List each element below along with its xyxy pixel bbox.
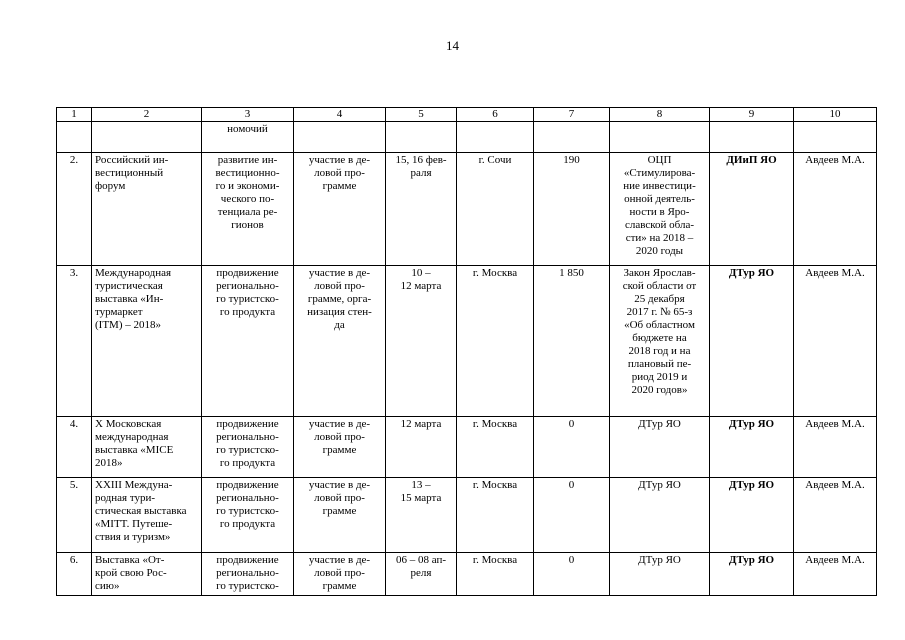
cell-goal: номочий (202, 122, 294, 153)
events-table (56, 107, 877, 596)
cell-funding-source: Закон Ярослав- ской области от 25 декабря 2017 г. № 65-з «Об областном бюджете на 2018 год и на плановый пе- риод 2019 и 2020 годов» (610, 266, 710, 417)
cell-responsible (794, 122, 877, 153)
cell-event-name: Российский ин- вестиционный форум (92, 153, 202, 266)
cell-responsible: Авдеев М.А. (794, 266, 877, 417)
cell-number: 2. (57, 153, 92, 266)
column-header: 1 (57, 108, 92, 122)
cell-funding-source (610, 122, 710, 153)
cell-event-name: XXIII Междуна- родная тури- стическая выставка «МITT. Путеше- ствия и туризм» (92, 478, 202, 553)
cell-place: г. Москва (457, 478, 534, 553)
cell-goal: продвижение регионально- го туристско- го продукта (202, 417, 294, 478)
cell-event-name: X Московская международная выставка «MICE 2018» (92, 417, 202, 478)
cell-place: г. Москва (457, 553, 534, 596)
cell-executor: ДТур ЯО (710, 417, 794, 478)
cell-executor: ДТур ЯО (710, 478, 794, 553)
cell-executor: ДТур ЯО (710, 553, 794, 596)
cell-participation-form (294, 122, 386, 153)
column-header: 10 (794, 108, 877, 122)
cell-number: 4. (57, 417, 92, 478)
cell-date (386, 122, 457, 153)
cell-goal: развитие ин- вестиционно- го и экономи- ческого по- тенциала ре- гионов (202, 153, 294, 266)
cell-funding-source: ДТур ЯО (610, 478, 710, 553)
column-header: 6 (457, 108, 534, 122)
cell-cost (534, 122, 610, 153)
cell-date: 06 – 08 ап- реля (386, 553, 457, 596)
column-header: 7 (534, 108, 610, 122)
cell-event-name: Выставка «От- крой свою Рос- сию» (92, 553, 202, 596)
cell-date: 13 – 15 марта (386, 478, 457, 553)
cell-number: 3. (57, 266, 92, 417)
cell-event-name: Международная туристическая выставка «Ин- турмаркет (ITM) – 2018» (92, 266, 202, 417)
cell-number: 6. (57, 553, 92, 596)
cell-number: 5. (57, 478, 92, 553)
table-row (57, 122, 877, 153)
cell-participation-form: участие в де- ловой про- грамме, орга- низация стен- да (294, 266, 386, 417)
cell-funding-source: ДТур ЯО (610, 417, 710, 478)
cell-executor: ДИиП ЯО (710, 153, 794, 266)
cell-place: г. Сочи (457, 153, 534, 266)
column-header: 4 (294, 108, 386, 122)
column-header: 3 (202, 108, 294, 122)
cell-responsible: Авдеев М.А. (794, 153, 877, 266)
cell-funding-source: ДТур ЯО (610, 553, 710, 596)
cell-event-name (92, 122, 202, 153)
cell-funding-source: ОЦП «Стимулирова- ние инвестици- онной деятель- ности в Яро- славской обла- сти» на 2018 – 2020 годы (610, 153, 710, 266)
cell-place: г. Москва (457, 266, 534, 417)
page-number: 14 (446, 38, 459, 53)
cell-date: 12 марта (386, 417, 457, 478)
table-row (57, 553, 877, 596)
column-header: 9 (710, 108, 794, 122)
cell-date: 15, 16 фев- раля (386, 153, 457, 266)
table-row (57, 153, 877, 266)
table-row (57, 478, 877, 553)
cell-goal: продвижение регионально- го туристско- (202, 553, 294, 596)
cell-goal: продвижение регионально- го туристско- го продукта (202, 266, 294, 417)
cell-participation-form: участие в де- ловой про- грамме (294, 553, 386, 596)
cell-executor (710, 122, 794, 153)
cell-participation-form: участие в де- ловой про- грамме (294, 153, 386, 266)
column-header: 5 (386, 108, 457, 122)
column-header: 8 (610, 108, 710, 122)
cell-cost: 1 850 (534, 266, 610, 417)
column-header: 2 (92, 108, 202, 122)
table-header-row (57, 108, 877, 122)
cell-cost: 0 (534, 553, 610, 596)
cell-executor: ДТур ЯО (710, 266, 794, 417)
cell-date: 10 – 12 марта (386, 266, 457, 417)
cell-cost: 190 (534, 153, 610, 266)
cell-place: г. Москва (457, 417, 534, 478)
cell-place (457, 122, 534, 153)
cell-responsible: Авдеев М.А. (794, 417, 877, 478)
table-row (57, 417, 877, 478)
cell-responsible: Авдеев М.А. (794, 553, 877, 596)
cell-participation-form: участие в де- ловой про- грамме (294, 478, 386, 553)
cell-responsible: Авдеев М.А. (794, 478, 877, 553)
cell-participation-form: участие в де- ловой про- грамме (294, 417, 386, 478)
cell-number (57, 122, 92, 153)
cell-cost: 0 (534, 478, 610, 553)
cell-goal: продвижение регионально- го туристско- го продукта (202, 478, 294, 553)
cell-cost: 0 (534, 417, 610, 478)
table-row (57, 266, 877, 417)
